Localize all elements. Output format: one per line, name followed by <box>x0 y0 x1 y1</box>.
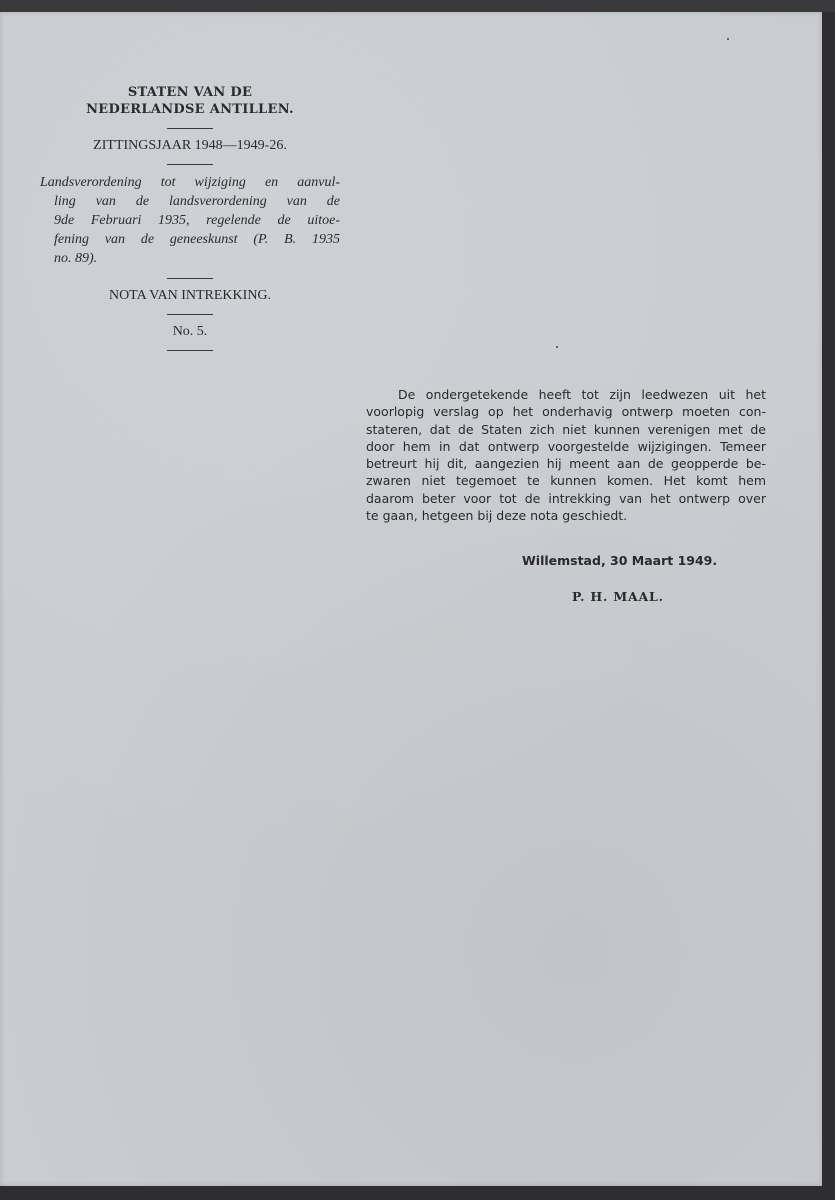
divider <box>167 350 213 351</box>
document-header <box>40 84 340 359</box>
document-type: NOTA VAN INTREKKING. <box>108 288 272 303</box>
body-line: te gaan, hetgeen bij deze nota geschiedt. <box>366 508 628 524</box>
body-line: betreurt hij dit, aangezien hij meent aan de geopperde be- <box>366 456 766 472</box>
body-line: voorlopig verslag op het onderhavig ontwerp moeten con- <box>366 404 766 420</box>
body-paragraph <box>366 386 766 524</box>
body-line: zwaren niet tegemoet te kunnen komen. Het komt hem <box>366 473 766 489</box>
ordinance-subject <box>40 173 340 268</box>
subject-line: ling van de landsverordening van de <box>54 194 340 209</box>
divider <box>167 128 213 129</box>
scan-border-right <box>822 12 835 1200</box>
paper-speck <box>727 38 729 40</box>
scan-border-bottom <box>0 1186 835 1200</box>
subject-line: fening van de geneeskunst (P. B. 1935 <box>54 232 340 247</box>
divider <box>167 278 213 279</box>
body-line: stateren, dat de Staten zich niet kunnen verenigen met de <box>366 421 766 437</box>
session-year: ZITTINGSJAAR 1948—1949-26. <box>93 138 287 153</box>
document-number: No. 5. <box>172 324 208 339</box>
divider <box>167 164 213 165</box>
divider <box>167 314 213 315</box>
subject-line: 9de Februari 1935, regelende de uitoe- <box>54 213 340 228</box>
subject-line: no. 89). <box>54 251 98 266</box>
subject-line: Landsverordening tot wijziging en aanvul- <box>40 175 340 190</box>
body-line: De ondergetekende heeft tot zijn leedwezen uit het <box>398 387 766 402</box>
place-and-date: Willemstad, 30 Maart 1949. <box>522 553 718 568</box>
organization-name-line-1: STATEN VAN DE <box>127 85 253 100</box>
body-line: door hem in dat ontwerp voorgestelde wijzigingen. Temeer <box>366 438 766 454</box>
signatory-name: P. H. MAAL. <box>572 589 664 604</box>
body-line: daarom beter voor tot de intrekking van het ontwerp over <box>366 490 766 506</box>
organization-name-line-2: NEDERLANDSE ANTILLEN. <box>86 102 294 117</box>
paper-speck <box>556 346 558 348</box>
